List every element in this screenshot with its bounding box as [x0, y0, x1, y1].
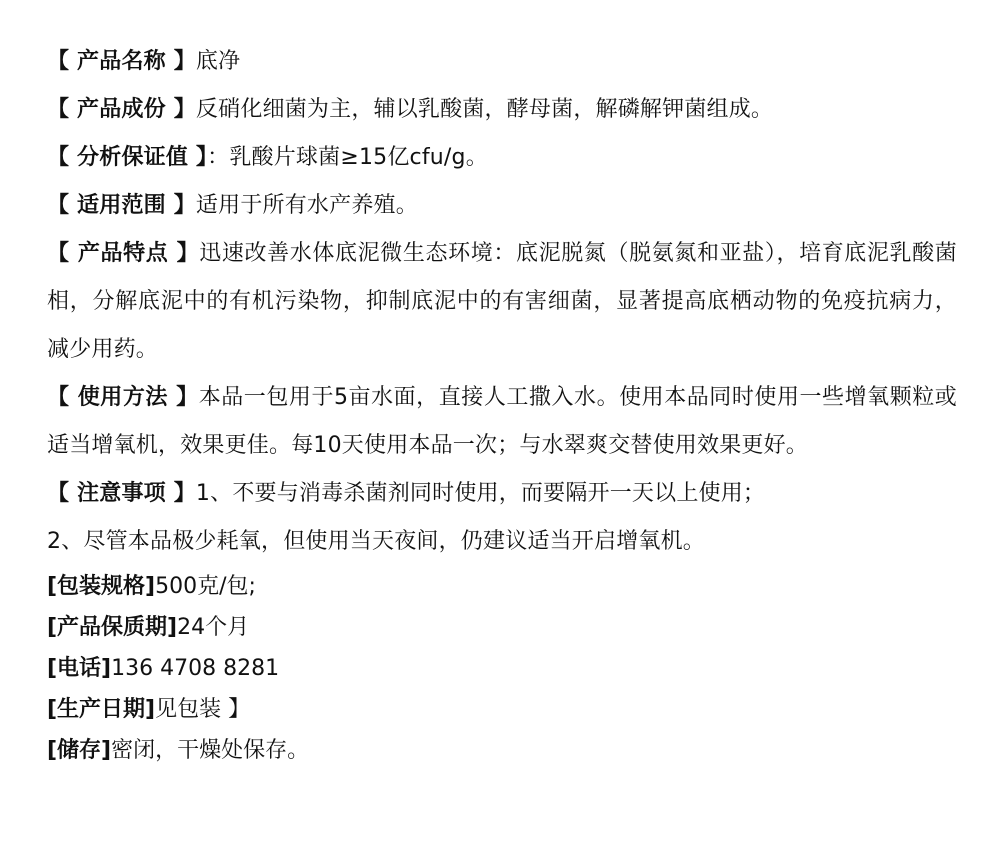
section-precautions	[47, 470, 957, 518]
detail-text: 密闭，干燥处保存。	[111, 738, 310, 763]
section-label: 【 注意事项 】	[47, 481, 196, 506]
section-label: 【 产品特点 】	[47, 241, 200, 266]
detail-production-date	[47, 689, 957, 730]
detail-label: [包装规格]	[47, 574, 156, 599]
section-label: 【 分析保证值 】	[47, 145, 208, 170]
section-text: 1、不要与消毒杀菌剂同时使用，而要隔开一天以上使用；	[195, 481, 766, 506]
section-text: 反硝化细菌为主，辅以乳酸菌，酵母菌，解磷解钾菌组成。	[195, 97, 774, 122]
detail-label: [储存]	[47, 738, 112, 763]
detail-text: 500克/包;	[155, 574, 256, 599]
detail-shelf-life	[47, 607, 957, 648]
section-label: 【 产品名称 】	[47, 49, 196, 74]
detail-text: 见包装 】	[155, 697, 251, 722]
detail-phone	[47, 648, 957, 689]
section-product-name	[47, 38, 957, 86]
section-guaranteed-value	[47, 134, 957, 182]
product-description	[47, 38, 957, 771]
detail-packaging	[47, 566, 957, 607]
section-text: 底净	[195, 49, 241, 74]
section-label: 【 使用方法 】	[47, 385, 199, 410]
section-usage	[47, 374, 957, 470]
detail-storage	[47, 730, 957, 771]
section-text: 本品一包用于5亩水面，直接人工撒入水。使用本品同时使用一些增氧颗粒或适当增氧机，效果更佳。每10天使用本品一次；与水翠爽交替使用效果更好。	[47, 385, 957, 458]
section-ingredients	[47, 86, 957, 134]
precautions-line-2: 2、尽管本品极少耗氧，但使用当天夜间，仍建议适当开启增氧机。	[47, 529, 705, 554]
section-text: 迅速改善水体底泥微生态环境：底泥脱氮（脱氨氮和亚盐），培育底泥乳酸菌相，分解底泥中的有机污染物，抑制底泥中的有害细菌，显著提高底栖动物的免疫抗病力，减少用药。	[47, 241, 957, 362]
section-scope	[47, 182, 957, 230]
section-text: 适用于所有水产养殖。	[195, 193, 418, 218]
detail-text: 136 4708 8281	[111, 656, 280, 681]
section-label: 【 适用范围 】	[47, 193, 196, 218]
section-text: ：乳酸片球菌≥15亿cfu/g。	[207, 145, 488, 170]
section-label: 【 产品成份 】	[47, 97, 196, 122]
detail-label: [生产日期]	[47, 697, 156, 722]
detail-text: 24个月	[177, 615, 250, 640]
detail-label: [电话]	[47, 656, 112, 681]
detail-label: [产品保质期]	[47, 615, 178, 640]
section-features	[47, 230, 957, 374]
